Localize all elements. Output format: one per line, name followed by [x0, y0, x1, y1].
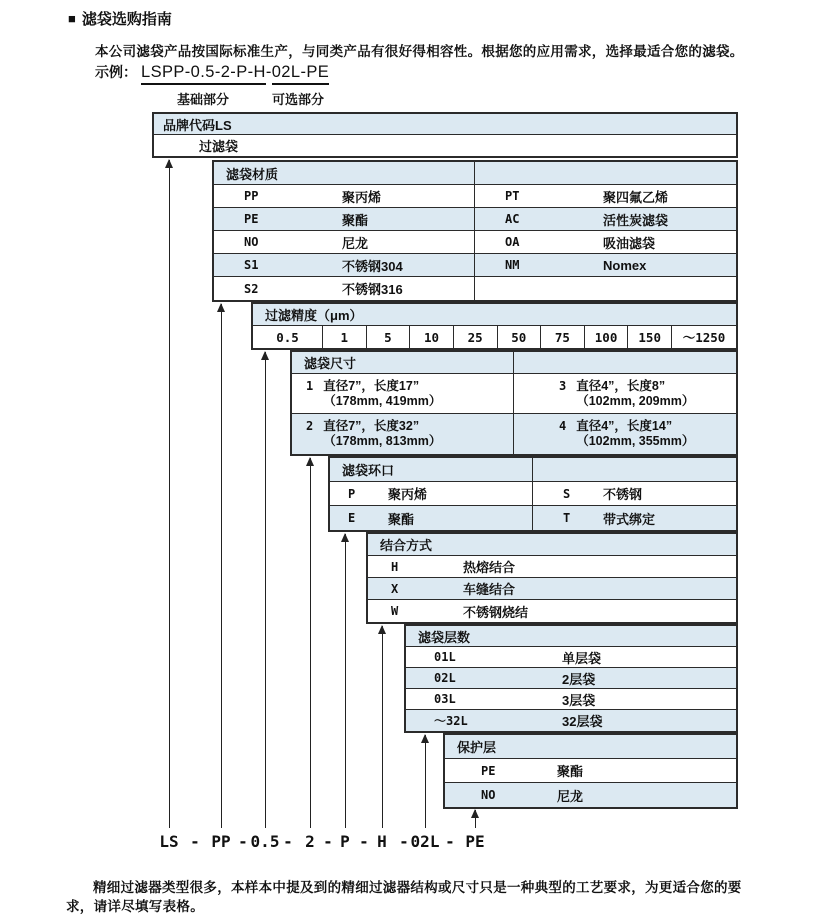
example-code — [141, 63, 329, 82]
code-arrow-size — [310, 458, 311, 828]
desc-cell: 3层袋 — [562, 692, 596, 708]
example-base-code: LSPP-0.5-2-P-H — [141, 63, 266, 85]
table-row — [214, 185, 736, 208]
table-row — [330, 482, 736, 506]
precision-cell: 100 — [585, 326, 629, 348]
table-row — [368, 556, 736, 578]
code-cell: PT — [505, 189, 520, 203]
table-header: 滤袋材质 — [214, 162, 736, 185]
size-mm: （178mm, 813mm） — [323, 434, 442, 448]
desc-cell: 活性炭滤袋 — [603, 212, 669, 228]
code-cell: 2 — [306, 419, 314, 433]
size-mm: （102mm, 209mm） — [576, 394, 695, 408]
code-arrow-precision — [265, 352, 266, 828]
code-arrow-layers — [425, 735, 426, 828]
code-cell: NM — [505, 258, 520, 272]
code-cell: X — [391, 581, 399, 596]
size-mm: （178mm, 419mm） — [323, 394, 442, 408]
table-row — [292, 374, 736, 414]
desc-cell: 单层袋 — [562, 650, 602, 666]
code-separator: - — [399, 832, 409, 851]
section-marker-icon: ■ — [68, 11, 76, 26]
code-part-protection: PE — [465, 832, 485, 851]
precision-cell: 0.5 — [253, 326, 323, 348]
precision-cell: 25 — [454, 326, 498, 348]
code-arrow-collar — [345, 534, 346, 828]
size-table — [290, 350, 738, 456]
code-cell: NO — [244, 235, 259, 249]
code-cell: 01L — [434, 650, 456, 664]
table-header: 滤袋环口 — [330, 458, 736, 482]
table-row — [406, 710, 736, 731]
code-part-collar: P — [340, 832, 350, 851]
arrow-up-icon — [341, 533, 349, 542]
desc-cell: 车缝结合 — [463, 582, 516, 597]
table-header: 品牌代码LS — [154, 114, 736, 135]
bonding-table — [366, 532, 738, 624]
footer-note: 精细过滤器类型很多，本样本中提及到的精细过滤器结构或尺寸只是一种典型的工艺要求，为更适合您的要求，请详尽填写表格。 — [66, 879, 742, 914]
size-desc: 直径4”，长度14” — [576, 419, 673, 433]
desc-cell: 32层袋 — [562, 714, 603, 729]
desc-cell: 聚丙烯 — [342, 189, 382, 205]
table-row — [292, 414, 736, 454]
desc-cell: 不锈钢 — [603, 487, 643, 502]
table-row — [445, 759, 736, 783]
example-row — [95, 62, 329, 82]
desc-cell: 带式绑定 — [603, 511, 656, 527]
desc-cell: 尼龙 — [342, 235, 369, 251]
code-cell: H — [391, 559, 399, 574]
table-header: 结合方式 — [368, 534, 736, 556]
desc-cell: Nomex — [603, 257, 647, 273]
code-separator: - — [190, 832, 200, 851]
desc-cell: 热熔结合 — [463, 560, 516, 575]
code-cell: ～32L — [434, 714, 468, 728]
table-row — [406, 668, 736, 689]
page-title: 滤袋选购指南 — [81, 11, 172, 28]
precision-cell: 150 — [628, 326, 672, 348]
code-arrow-bonding — [382, 626, 383, 828]
code-cell: T — [563, 511, 571, 525]
table-row — [330, 506, 736, 530]
code-part-pp: PP — [211, 832, 231, 851]
table-row — [368, 578, 736, 600]
code-cell: S1 — [244, 258, 259, 272]
example-code-separator: - — [265, 63, 272, 81]
desc-cell: 尼龙 — [557, 788, 584, 804]
code-cell: 3 — [559, 379, 567, 393]
code-part-bonding: H — [377, 832, 387, 851]
table-row — [214, 254, 736, 277]
code-part-precision: 0.5 — [250, 832, 280, 851]
protection-table — [443, 733, 738, 809]
code-cell: PE — [244, 212, 259, 226]
precision-table — [251, 302, 738, 350]
code-cell: AC — [505, 212, 520, 226]
code-arrow-ls — [169, 160, 170, 828]
brand-code-table — [152, 112, 738, 158]
precision-cell: 1 — [323, 326, 367, 348]
table-row — [368, 600, 736, 622]
material-table — [212, 160, 738, 302]
code-cell: W — [391, 604, 399, 618]
desc-cell: 聚四氟乙烯 — [603, 189, 669, 205]
code-cell: P — [348, 486, 356, 501]
arrow-up-icon — [165, 159, 173, 168]
optional-part-label: 可选部分 — [272, 92, 325, 107]
code-cell: 02L — [434, 671, 456, 685]
precision-cell: 5 — [367, 326, 411, 348]
table-row — [406, 689, 736, 710]
desc-cell: 聚丙烯 — [388, 487, 428, 502]
desc-cell: 聚酯 — [342, 212, 369, 228]
intro-text: 本公司滤袋产品按国际标准生产，与同类产品有很好得相容性。根据您的应用需求，选择最适合您的滤袋。 — [95, 44, 744, 59]
code-cell: PE — [481, 763, 496, 778]
code-part-ls: LS — [159, 832, 179, 851]
desc-cell: 不锈钢304 — [342, 258, 403, 274]
example-optional-code: 02L-PE — [272, 63, 329, 85]
size-desc: 直径7”，长度17” — [323, 379, 420, 393]
size-mm: （102mm, 355mm） — [576, 434, 695, 448]
table-header: 过滤精度（μm） — [253, 304, 736, 326]
table-row — [253, 326, 736, 348]
desc-cell: 2层袋 — [562, 671, 596, 687]
code-cell: OA — [505, 235, 520, 249]
table-row — [214, 277, 736, 300]
table-header: 保护层 — [445, 735, 736, 759]
desc-cell: 聚酯 — [557, 764, 584, 779]
layers-table — [404, 624, 738, 733]
arrow-up-icon — [378, 625, 386, 634]
precision-cell: 10 — [410, 326, 454, 348]
code-cell: 1 — [306, 379, 314, 393]
code-cell: 4 — [559, 419, 567, 433]
precision-cell: 75 — [541, 326, 585, 348]
table-row — [214, 208, 736, 231]
desc-cell: 不锈钢烧结 — [463, 604, 529, 620]
code-separator: - — [283, 832, 293, 851]
base-part-label: 基础部分 — [177, 92, 230, 107]
size-desc: 直径7”，长度32” — [323, 419, 420, 433]
code-cell: E — [348, 511, 356, 525]
code-part-layers: 02L — [410, 832, 440, 851]
table-row: 过滤袋 — [154, 135, 736, 156]
code-cell: 03L — [434, 692, 456, 706]
code-separator: - — [359, 832, 369, 851]
table-header: 滤袋层数 — [406, 626, 736, 647]
desc-cell: 吸油滤袋 — [603, 235, 656, 251]
arrow-up-icon — [217, 303, 225, 312]
table-row — [214, 231, 736, 254]
precision-cell: ～1250 — [682, 330, 726, 345]
code-cell: S2 — [244, 281, 259, 296]
desc-cell: 不锈钢316 — [342, 282, 403, 297]
code-part-size: 2 — [305, 832, 315, 851]
table-row — [406, 647, 736, 668]
code-cell: PP — [244, 189, 259, 203]
arrow-up-icon — [306, 457, 314, 466]
collar-table — [328, 456, 738, 532]
code-separator: - — [445, 832, 455, 851]
code-cell: NO — [481, 788, 496, 802]
code-arrow-protection — [475, 810, 476, 828]
arrow-up-icon — [261, 351, 269, 360]
desc-cell: 聚酯 — [388, 511, 415, 527]
arrow-up-icon — [421, 734, 429, 743]
code-arrow-pp — [221, 304, 222, 828]
table-row — [445, 783, 736, 807]
table-header: 滤袋尺寸 — [292, 352, 736, 374]
precision-cell: 50 — [498, 326, 542, 348]
arrow-up-icon — [471, 809, 479, 818]
code-separator: - — [323, 832, 333, 851]
size-desc: 直径4”，长度8” — [576, 379, 666, 393]
section-title — [68, 8, 172, 29]
example-label: 示例： — [95, 64, 137, 80]
code-cell: S — [563, 486, 571, 501]
code-separator: - — [238, 832, 248, 851]
